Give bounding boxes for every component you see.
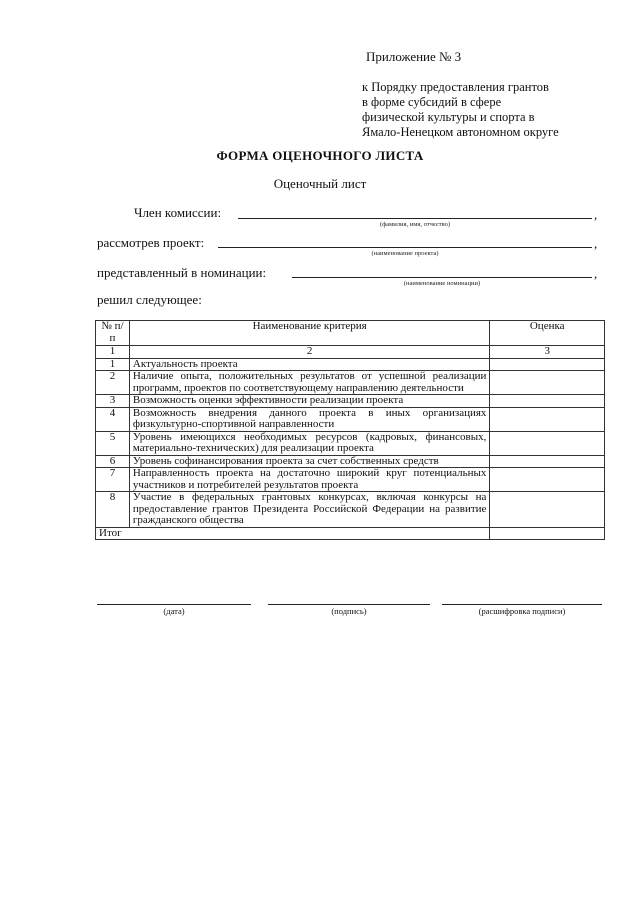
column-index: 2 [129,346,490,359]
criterion-name: Направленность проекта на достаточно широкий круг потенциальных участников и потребителей результатов проекта [129,468,490,492]
table-header-row [96,321,605,346]
criterion-name: Наличие опыта, положительных результатов от успешной реализации программ, проектов по соответствующему направлению деятельности [129,371,490,395]
criterion-name: Возможность внедрения данного проекта в иных организациях физкультурно-спортивной направленности [129,407,490,431]
signature-caption: (подпись) [331,606,367,616]
total-row [96,527,605,540]
table-row [96,431,605,455]
project-caption: (наименование проекта) [371,250,439,257]
criterion-name: Уровень софинансирования проекта за счет собственных средств [129,455,490,468]
appendix-title: Приложение № 3 [366,49,462,64]
column-index-row [96,346,605,359]
score-cell[interactable] [490,492,605,528]
row-num: 7 [96,468,130,492]
row-num: 1 [96,358,130,371]
nomination-label: представленный в номинации: [97,265,267,280]
date-caption: (дата) [163,606,185,616]
appendix-line: к Порядку предоставления грантов [362,80,549,94]
commission-member-label: Член комиссии: [134,205,222,220]
table-row [96,358,605,371]
field-comma: , [594,266,598,281]
score-cell[interactable] [490,371,605,395]
table-row [96,468,605,492]
sheet-title: Оценочный лист [273,176,367,191]
total-score-cell[interactable] [490,527,605,540]
row-num: 4 [96,407,130,431]
criterion-name: Актуальность проекта [129,358,490,371]
date-line[interactable] [97,604,251,605]
table-row [96,395,605,408]
table-row [96,407,605,431]
criteria-table [95,320,605,540]
commission-member-line[interactable] [238,218,592,219]
row-num: 5 [96,431,130,455]
score-cell[interactable] [490,395,605,408]
row-num: 6 [96,455,130,468]
field-comma: , [594,207,598,222]
commission-member-caption: (фамилия, имя, отчество) [379,221,451,228]
column-index: 1 [96,346,130,359]
appendix-line: физической культуры и спорта в [362,110,535,124]
score-cell[interactable] [490,455,605,468]
project-label: рассмотрев проект: [97,235,205,250]
appendix-line: Ямало-Ненецком автономном округе [362,125,559,139]
criterion-name: Уровень имеющихся необходимых ресурсов (кадровых, финансовых, материально-технических) для реализации проекта [129,431,490,455]
table-row [96,455,605,468]
project-line[interactable] [218,247,592,248]
column-index: 3 [490,346,605,359]
table-row [96,492,605,528]
row-num: 8 [96,492,130,528]
form-title: ФОРМА ОЦЕНОЧНОГО ЛИСТА [216,148,424,163]
signature-decoding-line[interactable] [442,604,602,605]
criterion-name: Возможность оценки эффективности реализации проекта [129,395,490,408]
decision-text: решил следующее: [97,292,202,307]
header-num: № п/п [96,321,130,346]
header-score: Оценка [490,321,605,346]
nomination-caption: (наименование номинации) [403,280,481,287]
score-cell[interactable] [490,468,605,492]
row-num: 3 [96,395,130,408]
field-comma: , [594,236,598,251]
nomination-line[interactable] [292,277,592,278]
signature-line[interactable] [268,604,430,605]
total-label: Итог [96,527,490,540]
table-row [96,371,605,395]
score-cell[interactable] [490,407,605,431]
header-criterion: Наименование критерия [129,321,490,346]
signature-decoding-caption: (расшифровка подписи) [478,606,566,616]
criterion-name: Участие в федеральных грантовых конкурсах, включая конкурсы на предоставление грантов Президента Российской Федерации на развитие гражданского общества [129,492,490,528]
appendix-line: в форме субсидий в сфере [362,95,502,109]
score-cell[interactable] [490,358,605,371]
score-cell[interactable] [490,431,605,455]
row-num: 2 [96,371,130,395]
